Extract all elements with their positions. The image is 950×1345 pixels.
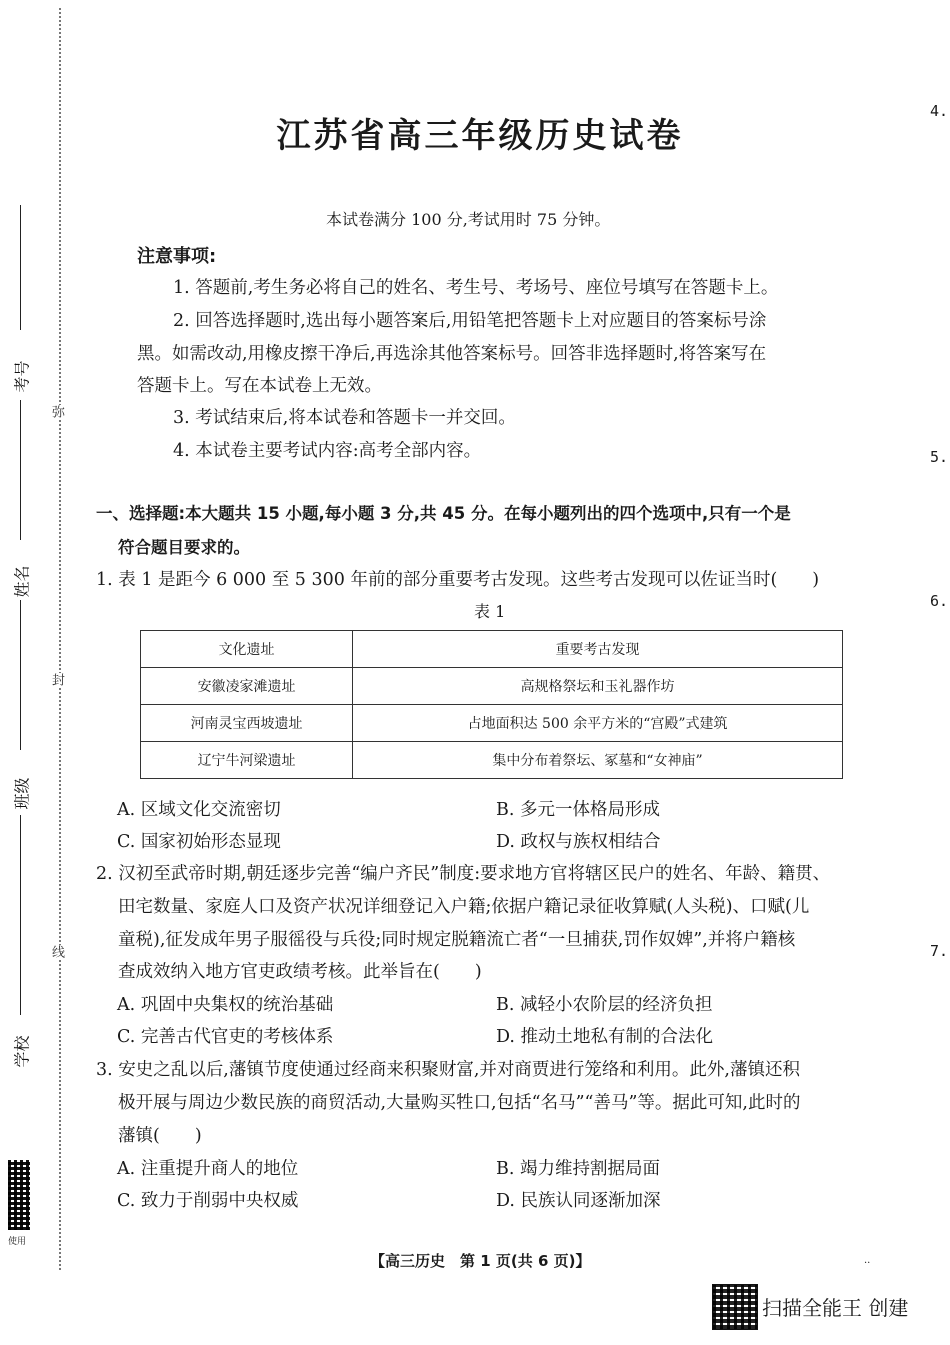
q2-option-c: C. 完善古代官吏的考核体系 [117,1027,334,1047]
q2-stem-line: 查成效纳入地方官吏政绩考核。此举旨在( ) [118,962,482,982]
binding-mark-xian: 线 [49,945,64,958]
q1-stem: 1. 表 1 是距今 6 000 至 5 300 年前的部分重要考古发现。这些考古发现可以佐证当时( ) [96,570,820,590]
xingming-label: 姓名 [12,565,32,598]
q3-option-d: D. 民族认同逐渐加深 [496,1191,661,1211]
kaohao-label: 考号 [12,360,32,393]
binding-dotted-line [59,8,61,1270]
notice-line: 2. 回答选择题时,选出每小题答案后,用铅笔把答题卡上对应题目的答案标号涂 [173,311,767,331]
q3-option-c: C. 致力于削弱中央权威 [117,1191,299,1211]
table-cell: 河南灵宝西坡遗址 [141,705,353,742]
notice-heading: 注意事项: [137,246,217,267]
table-row [141,742,843,779]
table-row [141,705,843,742]
margin-qr-label: 使用 [8,1237,27,1247]
q1-option-c: C. 国家初始形态显现 [117,832,281,852]
xuexiao-blank-line [20,815,21,1015]
section-heading-cont: 符合题目要求的。 [118,538,250,557]
xingming-blank-line [20,400,21,540]
scanner-watermark: 扫描全能王 创建 [762,1296,909,1320]
right-edge-number: 4. [930,102,949,120]
table-header-cell: 文化遗址 [141,631,353,668]
q3-stem-line: 极开展与周边少数民族的商贸活动,大量购买牲口,包括“名马”“善马”等。据此可知,此时的 [118,1093,801,1113]
kaohao-blank-line [20,205,21,330]
binding-mark-mi: 弥 [49,405,64,418]
q2-option-a: A. 巩固中央集权的统治基础 [117,995,334,1015]
q2-stem-line: 田宅数量、家庭人口及资产状况详细登记入户籍;依据户籍记录征收算赋(人头税)、口赋(儿 [118,897,810,917]
q3-option-b: B. 竭力维持割据局面 [496,1159,660,1179]
q3-stem-line: 3. 安史之乱以后,藩镇节度使通过经商来积聚财富,并对商贾进行笼络和利用。此外,藩镇还积 [96,1060,800,1080]
right-edge-number: 5. [930,448,949,466]
section-heading: 一、选择题:本大题共 15 小题,每小题 3 分,共 45 分。在每小题列出的四个选项中,只有一个是 [96,504,791,523]
q2-stem-line: 2. 汉初至武帝时期,朝廷逐步完善“编户齐民”制度:要求地方官将辖区民户的姓名、年龄、籍贯、 [96,864,831,884]
q2-option-d: D. 推动土地私有制的合法化 [496,1027,714,1047]
page-footer: 【高三历史 第 1 页(共 6 页)】 [370,1252,591,1270]
table-row [141,668,843,705]
scanner-qr-icon [712,1284,758,1330]
banji-blank-line [20,600,21,750]
q1-option-a: A. 区域文化交流密切 [117,800,281,820]
table-cell: 安徽凌家滩遗址 [141,668,353,705]
table-cell: 高规格祭坛和玉礼器作坊 [353,668,843,705]
table-cell: 占地面积达 500 余平方米的“宫殿”式建筑 [353,705,843,742]
q3-option-a: A. 注重提升商人的地位 [117,1159,299,1179]
footer-dots: .. [864,1255,871,1266]
notice-line: 3. 考试结束后,将本试卷和答题卡一并交回。 [173,408,516,428]
table-header-cell: 重要考古发现 [353,631,843,668]
exam-info: 本试卷满分 100 分,考试用时 75 分钟。 [326,210,611,229]
notice-line: 1. 答题前,考生务必将自己的姓名、考生号、考场号、座位号填写在答题卡上。 [173,278,779,298]
right-edge-number: 7. [930,942,949,960]
notice-line: 4. 本试卷主要考试内容:高考全部内容。 [173,441,482,461]
q1-option-d: D. 政权与族权相结合 [496,832,661,852]
table-header-row [141,631,843,668]
table-caption: 表 1 [474,602,506,621]
banji-label: 班级 [12,777,32,810]
q2-option-b: B. 减轻小农阶层的经济负担 [496,995,713,1015]
q3-stem-line: 藩镇( ) [118,1126,202,1146]
xuexiao-label: 学校 [12,1035,32,1068]
notice-line: 答题卡上。写在本试卷上无效。 [137,376,382,396]
q1-option-b: B. 多元一体格局形成 [496,800,660,820]
right-edge-number: 6. [930,592,949,610]
notice-line: 黑。如需改动,用橡皮擦干净后,再选涂其他答案标号。回答非选择题时,将答案写在 [137,344,767,364]
q2-stem-line: 童税),征发成年男子服徭役与兵役;同时规定脱籍流亡者“一旦捕获,罚作奴婢”,并将户籍核 [118,930,796,950]
table-cell: 集中分布着祭坛、冢墓和“女神庙” [353,742,843,779]
archaeology-table [140,630,843,779]
page-title: 江苏省高三年级历史试卷 [276,116,684,156]
binding-mark-feng: 封 [49,673,64,686]
table-cell: 辽宁牛河梁遗址 [141,742,353,779]
margin-qr-code [8,1160,30,1230]
